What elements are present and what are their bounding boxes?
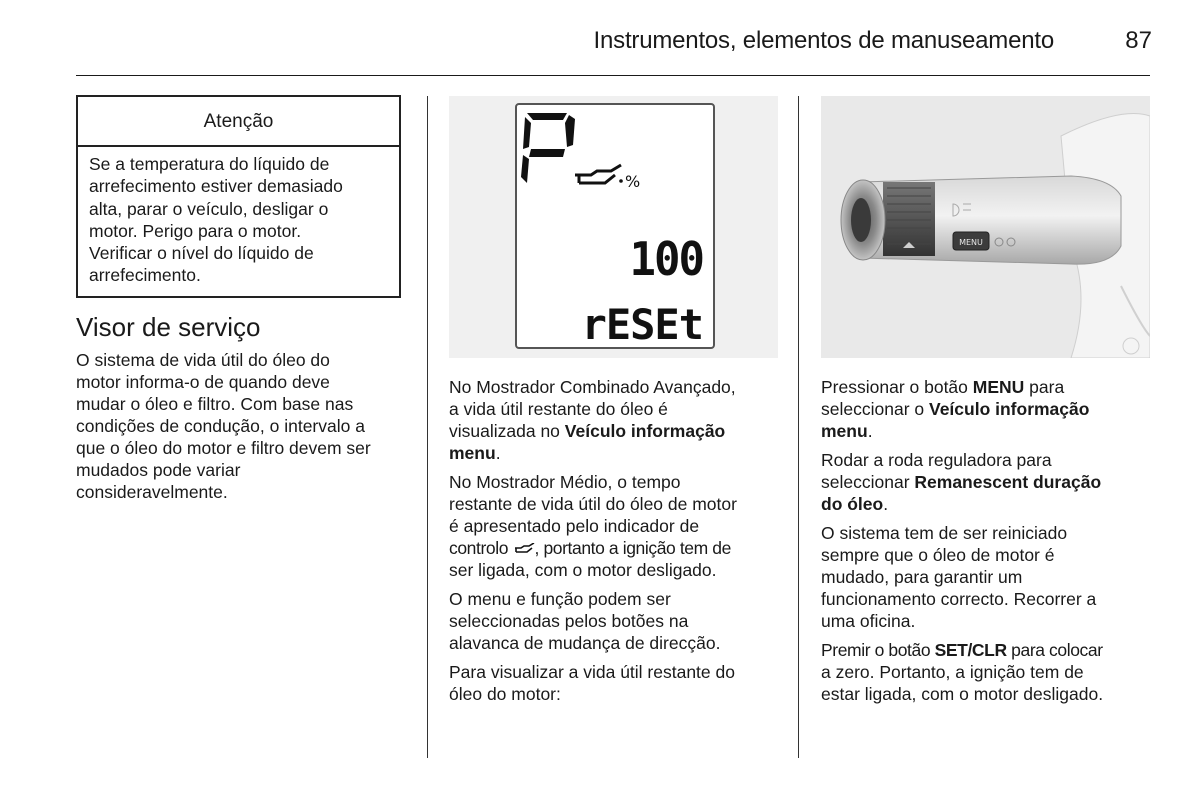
- header-rule: [76, 75, 1150, 76]
- section-paragraph: [76, 349, 406, 503]
- text-line: mudados pode variar: [76, 460, 241, 480]
- text-fragment: para: [1024, 377, 1065, 397]
- text-line: controlo: [449, 538, 513, 558]
- mode-letter-p: [521, 113, 575, 183]
- column-divider: [798, 96, 799, 758]
- menu-name-bold: menu: [449, 443, 496, 463]
- text-line: Rodar a roda reguladora para: [821, 450, 1052, 470]
- text-line: Verificar o nível do líquido de: [89, 243, 314, 264]
- text-line: que o óleo do motor e filtro devem ser: [76, 438, 371, 458]
- text-line: arrefecimento.: [89, 265, 201, 286]
- text-line: O sistema de vida útil do óleo do: [76, 350, 330, 370]
- menu-name-bold: Veículo informação: [928, 399, 1090, 419]
- text-fragment: .: [883, 494, 889, 514]
- text-line: visualizada no: [449, 421, 565, 441]
- text-line: Para visualizar a vida útil restante do: [449, 662, 735, 682]
- oil-can-icon: [513, 543, 535, 555]
- attention-heading: Atenção: [78, 97, 399, 147]
- text-line: é apresentado pelo indicador de: [449, 516, 700, 536]
- text-fragment: Pressionar o botão: [821, 377, 973, 397]
- text-fragment: Premir o botão: [821, 640, 935, 660]
- text-line: ser ligada, com o motor desligado.: [449, 560, 717, 580]
- text-line: motor. Perigo para o motor.: [89, 220, 302, 241]
- reset-text: rESEt: [581, 300, 703, 347]
- lcd-display: [515, 103, 715, 349]
- menu-item-bold: do óleo: [821, 494, 884, 514]
- paragraph: [821, 522, 1153, 632]
- text-line: consideravelmente.: [76, 482, 228, 502]
- text-line: sempre que o óleo de motor é: [821, 545, 1055, 565]
- paragraph: [821, 639, 1153, 705]
- text-line: a zero. Portanto, a ignição tem de: [821, 662, 1084, 682]
- menu-button-label: MENU: [959, 238, 983, 247]
- text-line: motor informa-o de quando deve: [76, 372, 330, 392]
- text-fragment: para colocar: [1006, 640, 1103, 660]
- text-line: óleo do motor:: [449, 684, 561, 704]
- text-line: uma oficina.: [821, 611, 916, 631]
- column-2-text: [449, 376, 781, 712]
- paragraph: [449, 661, 781, 705]
- menu-name-bold: menu: [821, 421, 868, 441]
- paragraph: [449, 588, 781, 654]
- text-line: mudar o óleo e filtro. Com base nas: [76, 394, 354, 414]
- page-number: 87: [1125, 27, 1152, 54]
- menu-item-bold: Remanescent duração: [914, 472, 1102, 492]
- text-line: No Mostrador Médio, o tempo: [449, 472, 681, 492]
- lever-figure: [821, 96, 1150, 358]
- text-line: O menu e função podem ser: [449, 589, 671, 609]
- text-fragment: .: [867, 421, 873, 441]
- text-fragment: , portanto a ignição tem de: [534, 538, 731, 558]
- text-line: Se a temperatura do líquido de: [89, 154, 330, 174]
- paragraph: [449, 471, 781, 581]
- menu-name-bold: Veículo informação: [564, 421, 726, 441]
- text-line: condições de condução, o intervalo a: [76, 416, 365, 436]
- text-line: arrefecimento estiver demasiado: [89, 176, 343, 197]
- paragraph: [449, 376, 781, 464]
- text-line: restante de vida útil do óleo de motor: [449, 494, 737, 514]
- text-line: mudado, para garantir um: [821, 567, 1023, 587]
- text-line: No Mostrador Combinado Avançado,: [449, 377, 736, 397]
- text-line: seleccionadas pelos botões na: [449, 611, 689, 631]
- text-line: alavanca de mudança de direcção.: [449, 633, 721, 653]
- column-3-text: [821, 376, 1153, 712]
- percent-sign: %: [625, 172, 641, 191]
- mode-letter-text: P: [517, 105, 518, 106]
- text-fragment: .: [495, 443, 501, 463]
- text-line: alta, parar o veículo, desligar o: [89, 198, 329, 219]
- paragraph: [821, 449, 1153, 515]
- text-line: a vida útil restante do óleo é: [449, 399, 668, 419]
- attention-box: [76, 95, 401, 298]
- section-title: Visor de serviço: [76, 312, 261, 342]
- button-name-bold: SET/CLR: [934, 640, 1007, 660]
- paragraph: [821, 376, 1153, 442]
- button-name-bold: MENU: [972, 377, 1025, 397]
- remaining-oil-value: 100: [629, 232, 703, 287]
- attention-text: [78, 147, 399, 287]
- text-line: funcionamento correcto. Recorrer a: [821, 589, 1097, 609]
- oil-can-icon: [575, 165, 621, 183]
- text-line: O sistema tem de ser reiniciado: [821, 523, 1068, 543]
- page-header-title: Instrumentos, elementos de manuseamento: [593, 27, 1054, 54]
- text-fragment: seleccionar o: [821, 399, 929, 419]
- column-divider: [427, 96, 428, 758]
- text-fragment: seleccionar: [821, 472, 915, 492]
- text-line: estar ligada, com o motor desligado.: [821, 684, 1104, 704]
